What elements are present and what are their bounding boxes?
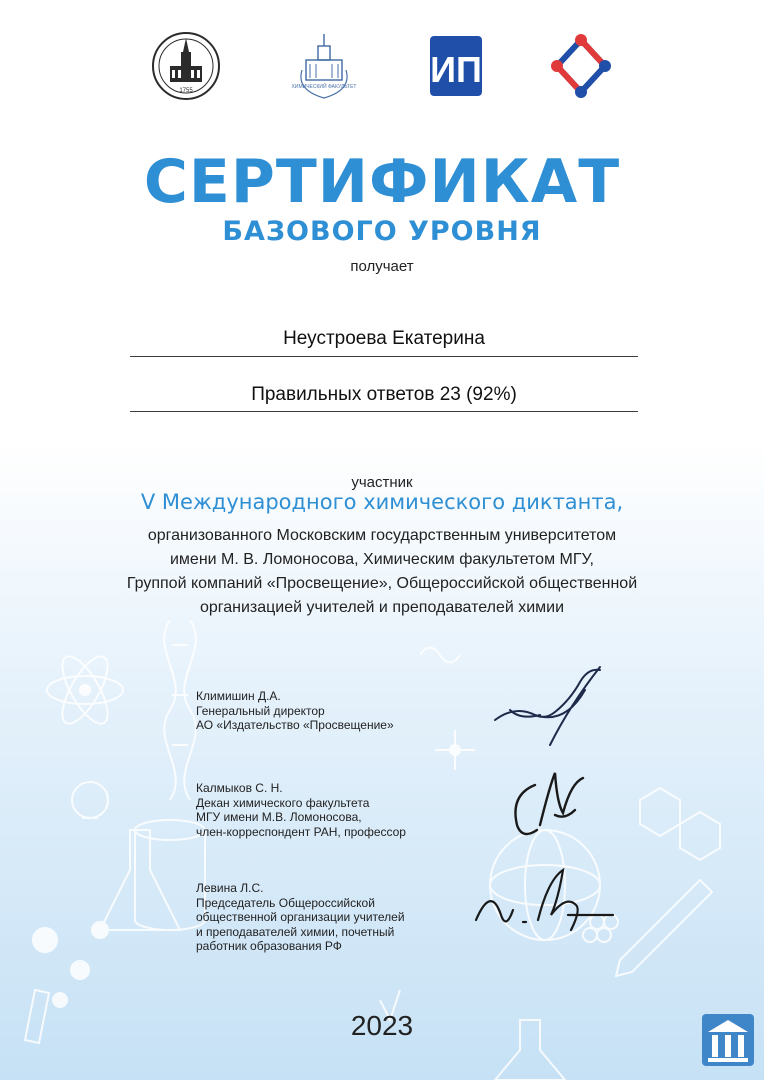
certificate-subtitle: БАЗОВОГО УРОВНЯ <box>222 216 542 247</box>
signatory-line: член-корреспондент РАН, профессор <box>196 824 406 839</box>
description-line: организованного Московским государственным университетом <box>147 527 617 544</box>
description-line: Группой компаний «Просвещение», Общероссийской общественной <box>126 575 638 592</box>
prosveshchenie-logo-icon <box>422 30 494 102</box>
signatory-line: и преподавателей химии, почетный <box>196 924 395 939</box>
signatory-line: Климишин Д.А. <box>196 689 281 703</box>
signatory-klimishin <box>196 689 456 733</box>
certificate-year: 2023 <box>350 1010 414 1041</box>
name-underline <box>130 356 638 357</box>
signatory-line: Генеральный директор <box>196 703 325 718</box>
chemistry-faculty-emblem-icon <box>288 30 360 102</box>
chem-faculty-text: ХИМИЧЕСКИЙ ФАКУЛЬТЕТ <box>291 84 357 90</box>
partner-logos <box>0 30 764 102</box>
corner-building-logo-icon <box>700 1012 756 1068</box>
signatory-levina <box>196 881 456 954</box>
signatory-line: МГУ имени М.В. Ломоносова, <box>196 810 362 824</box>
prosv-letters: ИП <box>430 49 482 90</box>
receives-label: получает <box>350 258 414 275</box>
event-name: V Международного химического диктанта, <box>140 490 624 514</box>
signature-levina <box>468 860 618 945</box>
msu-year-text: 1755 <box>179 88 193 94</box>
background-chemistry-doodles <box>0 600 764 1080</box>
result-underline <box>130 411 638 412</box>
signatory-line: Декан химического факультета <box>196 795 370 810</box>
certificate-title: СЕРТИФИКАТ <box>143 147 621 217</box>
signature-kalmykov <box>505 765 595 845</box>
recipient-name: Неустроева Екатерина <box>283 328 485 349</box>
molecule-logo-icon <box>545 30 617 102</box>
signatory-line: Калмыков С. Н. <box>196 781 283 795</box>
signature-klimishin <box>490 665 620 750</box>
msu-emblem-icon <box>150 30 222 102</box>
signatory-kalmykov <box>196 781 456 839</box>
description-line: организацией учителей и преподавателей химии <box>199 599 565 616</box>
signatory-line: АО «Издательство «Просвещение» <box>196 718 394 732</box>
description-line: имени М. В. Ломоносова, Химическим факультетом МГУ, <box>169 551 594 568</box>
result-text: Правильных ответов 23 (92%) <box>251 384 517 405</box>
participant-label: участник <box>351 474 413 491</box>
organizers-description <box>60 524 704 620</box>
signatory-line: Левина Л.С. <box>196 881 264 895</box>
signatory-line: работник образования РФ <box>196 939 342 953</box>
signatory-line: общественной организации учителей <box>196 910 405 924</box>
signatory-line: Председатель Общероссийской <box>196 895 375 910</box>
